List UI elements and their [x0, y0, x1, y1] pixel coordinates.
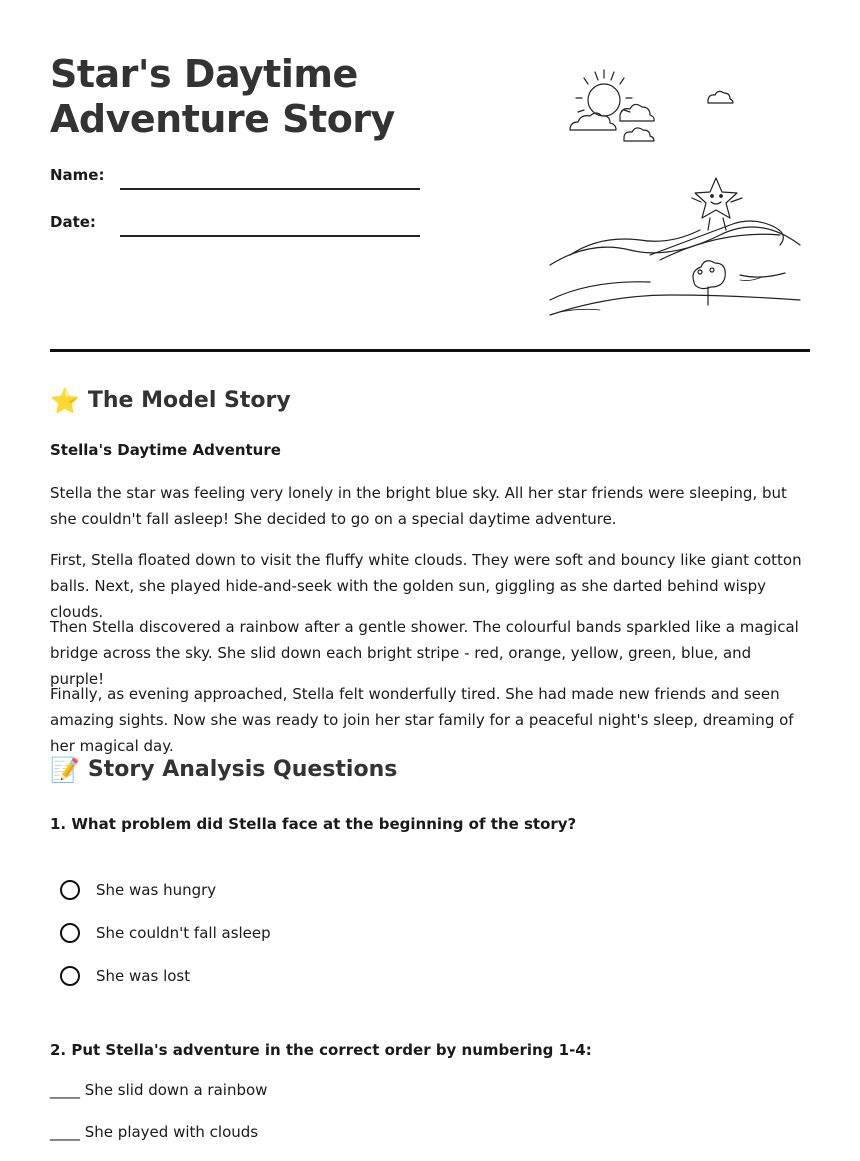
section-divider	[50, 349, 810, 352]
date-label: Date:	[50, 213, 96, 231]
radio-circle[interactable]	[60, 880, 80, 900]
story-paragraph-4: Finally, as evening approached, Stella felt wonderfully tired. She had made new friends and seen amazing sights. Now she was ready to join her star family for a peaceful night's sleep, dreaming of her magical day.	[50, 685, 794, 755]
story-title: Stella's Daytime Adventure	[50, 441, 281, 459]
story-paragraph-2: First, Stella floated down to visit the fluffy white clouds. They were soft and bouncy like giant cotton balls. Next, she played hide-and-seek with the golden sun, giggling as she darted behind wispy clouds.	[50, 551, 802, 621]
order-item-2[interactable]: ____ She played with clouds	[50, 1123, 259, 1141]
option-label: She couldn't fall asleep	[96, 924, 271, 942]
question-2: 2. Put Stella's adventure in the correct order by numbering 1-4:	[50, 1041, 592, 1059]
name-label: Name:	[50, 166, 105, 184]
model-story-heading	[50, 388, 291, 413]
date-line[interactable]	[120, 235, 420, 237]
question-1: 1. What problem did Stella face at the beginning of the story?	[50, 815, 577, 833]
story-paragraph-1: Stella the star was feeling very lonely in the bright blue sky. All her star friends were sleeping, but she couldn't fall asleep! She decided to go on a special daytime adventure.	[50, 484, 787, 528]
option-label: She was lost	[96, 967, 191, 985]
q1-option-1[interactable]	[60, 880, 216, 900]
page-title	[50, 52, 395, 142]
title-line-2: Adventure Story	[50, 97, 395, 141]
memo-icon: 📝	[50, 755, 80, 784]
tree-icon	[693, 261, 725, 305]
story-paragraph-3: Then Stella discovered a rainbow after a gentle shower. The colourful bands sparkled like a magical bridge across the sky. She slid down each bright stripe - red, orange, yellow, green, blue, and purple!	[50, 618, 799, 688]
q1-option-2[interactable]	[60, 923, 271, 943]
star-character-icon	[692, 178, 742, 230]
analysis-heading-text: Story Analysis Questions	[87, 757, 398, 782]
hills-icon	[550, 221, 800, 315]
title-line-1: Star's Daytime	[50, 52, 358, 96]
analysis-heading	[50, 757, 397, 782]
star-sun-landscape-illustration	[540, 60, 810, 330]
star-icon: ⭐	[50, 386, 80, 415]
cloud-icon	[570, 91, 733, 141]
q1-option-3[interactable]	[60, 966, 190, 986]
model-story-heading-text: The Model Story	[87, 388, 291, 413]
radio-circle[interactable]	[60, 966, 80, 986]
option-label: She was hungry	[96, 881, 217, 899]
name-line[interactable]	[120, 188, 420, 190]
order-item-1[interactable]: ____ She slid down a rainbow	[50, 1081, 268, 1099]
radio-circle[interactable]	[60, 923, 80, 943]
